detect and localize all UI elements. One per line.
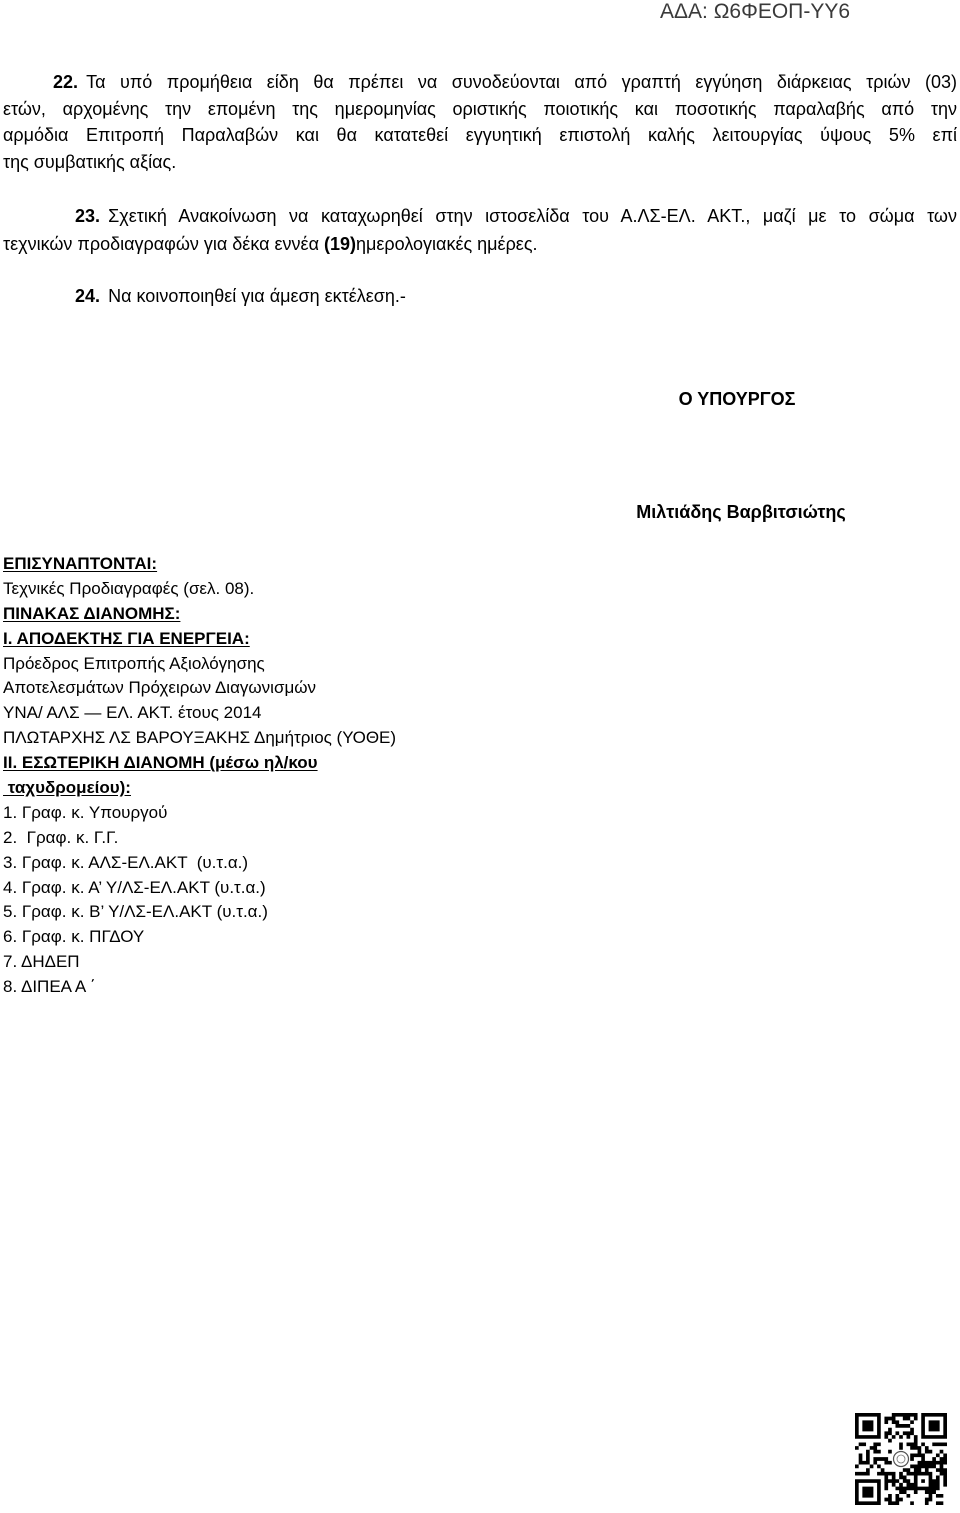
internal-distribution-item: 1. Γραφ. κ. Υπουργού	[3, 802, 168, 822]
internal-distribution-item: 2. Γραφ. κ. Γ.Γ.	[3, 827, 119, 847]
paragraph-text: τεχνικών προδιαγραφών για δέκα εννέα	[3, 234, 324, 254]
ada-code-header: ΑΔΑ: Ω6ΦΕΟΠ-ΥΥ6	[660, 0, 851, 23]
for-action-line: Πρόεδρος Επιτροπής Αξιολόγησης	[3, 653, 265, 673]
paragraph-text: Να κοινοποιηθεί για άμεση εκτέλεση.-	[108, 286, 406, 306]
signatory-name: Μιλτιάδης Βαρβιτσιώτης	[636, 502, 846, 522]
paragraph-line	[3, 96, 957, 123]
qr-code	[855, 1413, 947, 1505]
paragraph-24	[75, 282, 875, 310]
paragraph-text: ημερολογιακές ημέρες.	[356, 234, 538, 254]
paragraph-line	[3, 202, 957, 230]
paragraph-text: Σχετική Ανακοίνωση να καταχωρηθεί στην ιστοσελίδα του Α.ΛΣ-ΕΛ. ΑΚΤ., μαζί με το σώμα των	[108, 206, 957, 226]
distribution-heading: ΠΙΝΑΚΑΣ ΔΙΑΝΟΜΗΣ:	[3, 603, 181, 623]
internal-distribution-item: 8. ΔΙΠΕΑ Α ΄	[3, 977, 96, 997]
paragraph-number: 24.	[75, 286, 101, 306]
paragraph-text: αρμόδια Επιτροπή Παραλαβών και θα κατατεθεί εγγυητική επιστολή καλής λειτουργίας ύψους 5% επί	[3, 125, 957, 146]
paragraph-22	[3, 69, 957, 176]
paragraph-number: 23.	[75, 206, 101, 226]
paragraph-line	[3, 69, 957, 96]
attachments-heading: ΕΠΙΣΥΝΑΠΤΟΝΤΑΙ:	[3, 554, 158, 573]
paragraph-23	[3, 202, 957, 258]
paragraph-line	[3, 230, 957, 258]
paragraph-text: Τα υπό προμήθεια είδη θα πρέπει να συνοδεύονται από γραπτή εγγύηση διάρκειας τριών (03)	[86, 72, 957, 92]
paragraph-days-count: (19)	[323, 234, 356, 254]
internal-distribution-heading: ταχυδρομείου):	[3, 778, 131, 798]
internal-distribution-item: 4. Γραφ. κ. Α’ Υ/ΛΣ-ΕΛ.ΑΚΤ (υ.τ.α.)	[3, 877, 266, 897]
paragraph-number: 22.	[53, 72, 79, 92]
for-action-line: ΥΝΑ/ ΑΛΣ — ΕΛ. ΑΚΤ. έτους 2014	[3, 703, 262, 723]
paragraph-text: ετών, αρχομένης την επομένη της ημερομηνίας οριστικής ποιοτικής και ποσοτικής παραλαβής από την	[3, 98, 957, 119]
internal-distribution-item: 5. Γραφ. κ. Β’ Υ/ΛΣ-ΕΛ.ΑΚΤ (υ.τ.α.)	[3, 902, 268, 922]
paragraph-line	[3, 122, 957, 149]
paragraph-text: της συμβατικής αξίας.	[3, 152, 177, 173]
signatory-title: Ο ΥΠΟΥΡΓΟΣ	[678, 389, 796, 409]
for-action-line: Αποτελεσμάτων Πρόχειρων Διαγωνισμών	[3, 678, 317, 698]
distribution-block	[3, 552, 603, 1000]
internal-distribution-item: 6. Γραφ. κ. ΠΓΔΟΥ	[3, 927, 145, 947]
internal-distribution-item: 3. Γραφ. κ. ΑΛΣ-ΕΛ.ΑΚΤ (υ.τ.α.)	[3, 852, 249, 872]
internal-distribution-item: 7. ΔΗΔΕΠ	[3, 952, 80, 972]
for-action-line: ΠΛΩΤΑΡΧΗΣ ΛΣ ΒΑΡΟΥΞΑΚΗΣ Δημήτριος (ΥΟΘΕ)	[3, 728, 397, 748]
seal-icon	[894, 1452, 909, 1467]
paragraph-line	[3, 149, 957, 176]
for-action-heading: Ι. ΑΠΟΔΕΚΤΗΣ ΓΙΑ ΕΝΕΡΓΕΙΑ:	[3, 628, 250, 648]
attachment-item: Τεχνικές Προδιαγραφές (σελ. 08).	[3, 578, 255, 598]
internal-distribution-heading: ΙΙ. ΕΣΩΤΕΡΙΚΗ ΔΙΑΝΟΜΗ (μέσω ηλ/κου	[3, 753, 318, 773]
